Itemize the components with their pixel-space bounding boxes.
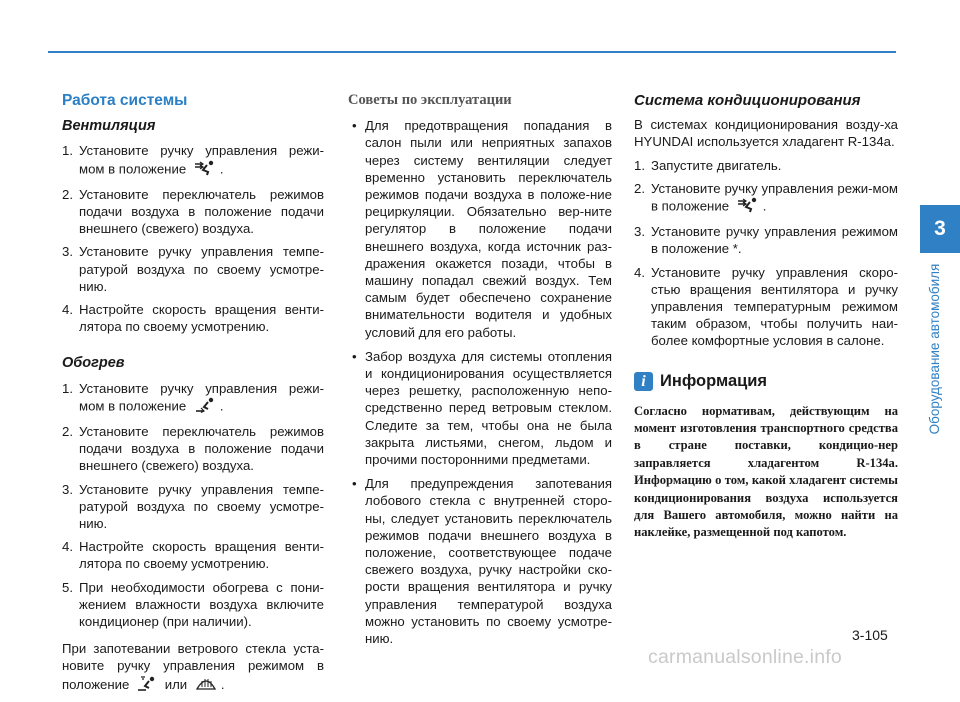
- info-icon: i: [634, 372, 653, 391]
- chapter-tab: 3: [920, 205, 960, 253]
- info-title: Информация: [660, 371, 768, 390]
- list-item: • Забор воздуха для системы отопления и кондиционирования осуществляется через решетку, расположенную непо-средственно перед ветровым стеклом. Следите за тем, чтобы она не была закрыта листьями, снегом, льдом и прочими посторонними предметами.: [352, 348, 612, 468]
- floor-defrost-mode-icon: [137, 675, 157, 696]
- vent-face-mode-icon: [737, 197, 759, 217]
- list-item: 3. Установите ручку управления режимом в положение *.: [634, 224, 898, 257]
- column-tips: [348, 92, 612, 654]
- watermark: carmanualsonline.info: [648, 646, 842, 668]
- ventilation-steps: [62, 142, 324, 335]
- header-rule: [48, 51, 896, 53]
- ventilation-title: Вентиляция: [62, 118, 156, 135]
- list-item: 4. Настройте скорость вращения венти-лятора по своему усмотрению.: [62, 539, 324, 572]
- chapter-label-wrap: [918, 258, 952, 440]
- chapter-label: Оборудование автомобиля: [927, 263, 942, 435]
- list-item: 3. Установите ручку управления темпе-ратурой воздуха по своему усмотре-нию.: [62, 244, 324, 294]
- list-item: 1. Запустите двигатель.: [634, 157, 782, 173]
- info-header: [634, 372, 898, 391]
- ac-intro: В системах кондиционирования возду-ха HYUNDAI используется хладагент R-134a.: [634, 117, 898, 150]
- list-item: • Для предотвращения попадания в салон пыли или неприятных запахов через систему вентиляции следует временно установить переключатель режимов подачи воздуха в положе-ние рециркуляции. Обязательно вер-ните регулятор в положение подачи внешнего воздуха, когда источник раз-дражения окажется позади, чтобы в машину попадал свежий воздух. Тем самым будет обеспечено сохранение внимательности водителя и удобных условий для его работы.: [352, 118, 612, 340]
- section-title: Работа системы: [62, 92, 188, 109]
- tips-list: [348, 117, 612, 647]
- ac-steps: [634, 157, 898, 350]
- list-item: 3. Установите ручку управления темпе-ратурой воздуха по своему усмотре-нию.: [62, 481, 324, 532]
- column-ac: [634, 92, 898, 542]
- defrost-note: При запотевании ветрового стекла уста-новите ручку управления режимом в положение или .: [62, 640, 324, 696]
- list-item: 1. Установите ручку управления режи-мом в положение .: [62, 142, 324, 179]
- ac-title: Система кондиционирования: [634, 92, 861, 109]
- vent-face-mode-icon: [194, 160, 216, 180]
- column-operation: [62, 92, 324, 702]
- heating-steps: [62, 380, 324, 631]
- list-item: 1. Установите ручку управления режи-мом в положение .: [62, 380, 324, 417]
- list-item: 5. При необходимости обогрева с пони-жением влажности воздуха включите кондиционер (при наличии).: [62, 579, 324, 630]
- heating-title: Обогрев: [62, 355, 125, 372]
- tips-title: Советы по эксплуатации: [348, 92, 512, 108]
- windshield-defrost-icon: [195, 675, 217, 696]
- info-body: Согласно нормативам, действующим на момент изготовления транспортного средства в стране поставки, кондицио-нер заправляется хладагентом R-134a. Информацию о том, какой хладагент системы кондиционирования воздуха используется для Вашего автомобиля, можно найти на наклейке, размещенной под капотом.: [634, 403, 898, 540]
- list-item: • Для предупреждения запотевания лобового стекла с внутренней сторо-ны, следует установить переключатель режимов подачи внешнего воздуха в положение, соответствующее подаче свежего воздуха, ручку настройки ско-рости вращения вентилятора и ручку управления температурой воздуха можно установить по своему усмотре-нию.: [352, 476, 612, 647]
- list-item: 4. Установите ручку управления скоро-стью вращения вентилятора и ручку управления температурным режимом таким образом, чтобы получить наи-более комфортные условия в салоне.: [634, 264, 898, 349]
- list-item: 2. Установите переключатель режимов подачи воздуха в положение подачи внешнего (свежего) воздуха.: [62, 424, 324, 474]
- list-item: 4. Настройте скорость вращения венти-лятора по своему усмотрению.: [62, 302, 324, 335]
- list-item: 2. Установите ручку управления режи-мом в положение .: [634, 180, 898, 217]
- floor-mode-icon: [194, 397, 216, 417]
- list-item: 2. Установите переключатель режимов подачи воздуха в положение подачи внешнего (свежего) воздуха.: [62, 186, 324, 237]
- page-number: 3-105: [852, 627, 888, 643]
